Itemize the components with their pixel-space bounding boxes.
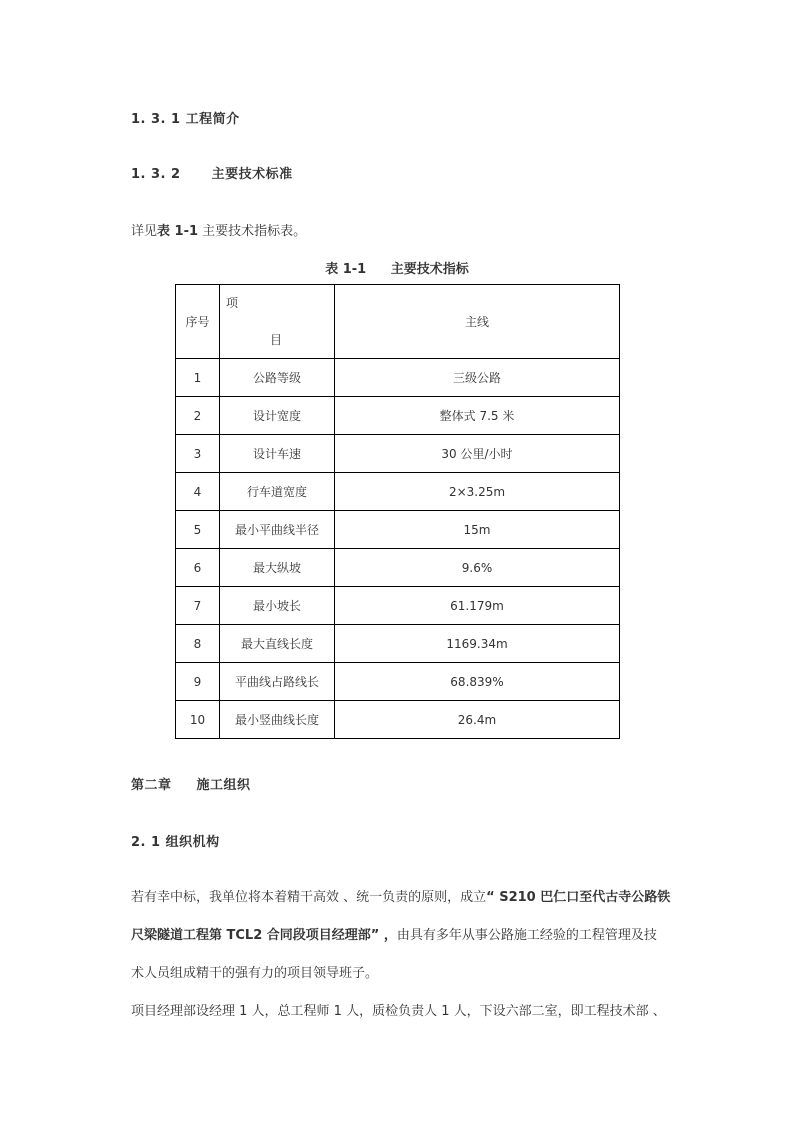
project-name-part-1: “ S210 巴仁口至代古寺公路铁 — [486, 890, 671, 905]
chapter-2-title: 施工组织 — [196, 778, 251, 793]
table-row — [176, 511, 620, 549]
table-row — [176, 587, 620, 625]
table-caption — [0, 258, 794, 277]
row-item: 设计车速 — [220, 435, 335, 473]
table-row — [176, 359, 620, 397]
table-row — [176, 397, 620, 435]
table-caption-title: 主要技术指标 — [390, 262, 469, 277]
row-seq: 9 — [176, 663, 220, 701]
row-value: 1169.34m — [335, 625, 620, 663]
intro-prefix: 详见 — [131, 224, 158, 239]
intro-paragraph — [131, 220, 306, 239]
heading-1-3-1: 1. 3. 1 工程简介 — [131, 112, 240, 127]
row-item: 公路等级 — [220, 359, 335, 397]
header-main: 主线 — [335, 285, 620, 359]
row-item: 最大纵坡 — [220, 549, 335, 587]
table-row — [176, 435, 620, 473]
row-item: 设计宽度 — [220, 397, 335, 435]
spec-table — [175, 284, 620, 739]
heading-1-3-2 — [131, 163, 293, 182]
row-item: 最小坡长 — [220, 587, 335, 625]
row-item: 最大直线长度 — [220, 625, 335, 663]
header-seq: 序号 — [176, 285, 220, 359]
paragraph-line-3: 术人员组成精干的强有力的项目领导班子。 — [131, 966, 379, 981]
row-item: 最小平曲线半径 — [220, 511, 335, 549]
row-seq: 2 — [176, 397, 220, 435]
row-item: 最小竖曲线长度 — [220, 701, 335, 739]
row-value: 三级公路 — [335, 359, 620, 397]
row-seq: 8 — [176, 625, 220, 663]
row-seq: 10 — [176, 701, 220, 739]
row-value: 9.6% — [335, 549, 620, 587]
table-row — [176, 473, 620, 511]
table-caption-label: 表 1-1 — [325, 262, 367, 277]
intro-suffix: 主要技术指标表。 — [198, 224, 307, 239]
paragraph-line-2-text: 由具有多年从事公路施工经验的工程管理及技 — [396, 928, 657, 943]
table-row — [176, 625, 620, 663]
row-value: 68.839% — [335, 663, 620, 701]
table-row — [176, 701, 620, 739]
row-seq: 7 — [176, 587, 220, 625]
row-item: 行车道宽度 — [220, 473, 335, 511]
row-seq: 4 — [176, 473, 220, 511]
row-seq: 1 — [176, 359, 220, 397]
project-name-part-2: 尺梁隧道工程第 TCL2 合同段项目经理部” ， — [131, 928, 397, 943]
header-item — [220, 285, 335, 359]
heading-1-3-2-title: 主要技术标准 — [211, 167, 293, 182]
row-seq: 3 — [176, 435, 220, 473]
row-value: 61.179m — [335, 587, 620, 625]
table-row — [176, 549, 620, 587]
row-value: 2×3.25m — [335, 473, 620, 511]
row-value: 26.4m — [335, 701, 620, 739]
paragraph-line-1-text: 若有幸中标，我单位将本着精干高效 、统一负责的原则，成立 — [131, 890, 487, 905]
paragraph-line-2 — [131, 924, 657, 943]
paragraph-line-1 — [131, 886, 670, 905]
table-row — [176, 663, 620, 701]
heading-2-1: 2. 1 组织机构 — [131, 835, 220, 850]
table-header-row — [176, 285, 620, 359]
header-item-top: 项 — [226, 296, 239, 310]
row-item: 平曲线占路线长 — [220, 663, 335, 701]
chapter-2-number: 第二章 — [131, 778, 172, 793]
row-seq: 6 — [176, 549, 220, 587]
intro-table-ref: 表 1-1 — [157, 224, 199, 239]
paragraph-2: 项目经理部设经理 1 人，总工程师 1 人，质检负责人 1 人，下设六部二室，即工程技术部 、 — [131, 1004, 666, 1019]
row-value: 整体式 7.5 米 — [335, 397, 620, 435]
row-value: 30 公里/小时 — [335, 435, 620, 473]
header-item-bottom: 目 — [270, 333, 283, 347]
row-seq: 5 — [176, 511, 220, 549]
heading-1-3-2-number: 1. 3. 2 — [131, 167, 181, 182]
row-value: 15m — [335, 511, 620, 549]
chapter-2-heading — [131, 774, 251, 793]
